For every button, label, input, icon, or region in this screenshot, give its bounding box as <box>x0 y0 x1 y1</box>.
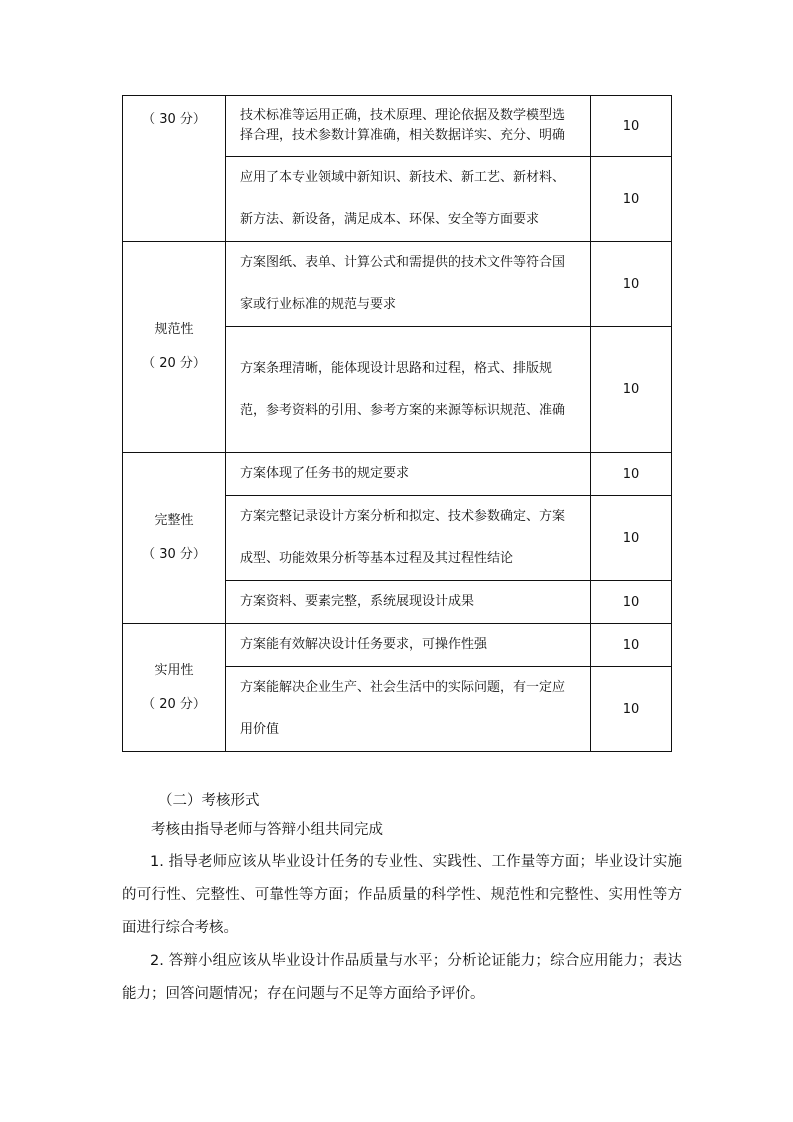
criterion-cell: 方案能解决企业生产、社会生活中的实际问题，有一定应用价值 <box>226 667 591 752</box>
table-row <box>123 624 672 667</box>
table-row <box>123 242 672 327</box>
criterion-cell: 应用了本专业领域中新知识、新技术、新工艺、新材料、新方法、新设备，满足成本、环保、安全等方面要求 <box>226 157 591 242</box>
category-cell <box>123 453 226 624</box>
category-points: （ 30 分） <box>142 112 206 127</box>
criterion-cell: 方案资料、要素完整，系统展现设计成果 <box>226 581 591 624</box>
score-cell: 10 <box>591 157 672 242</box>
category-points: （ 20 分） <box>142 696 206 712</box>
score-cell: 10 <box>591 453 672 496</box>
evaluation-table-body <box>123 96 672 752</box>
score-cell: 10 <box>591 624 672 667</box>
score-cell: 10 <box>591 667 672 752</box>
category-name: 实用性 <box>154 662 194 678</box>
table-row <box>123 96 672 157</box>
criterion-cell: 方案能有效解决设计任务要求，可操作性强 <box>226 624 591 667</box>
score-cell: 10 <box>591 327 672 453</box>
paragraph-advisor-assessment: 1. 指导老师应该从毕业设计任务的专业性、实践性、工作量等方面；毕业设计实施的可行性、完整性、可靠性等方面；作品质量的科学性、规范性和完整性、实用性等方面进行综合考核。 <box>122 854 682 936</box>
category-points: （ 30 分） <box>142 547 206 562</box>
criterion-cell: 方案条理清晰，能体现设计思路和过程，格式、排版规范，参考资料的引用、参考方案的来源等标识规范、准确 <box>226 327 591 453</box>
evaluation-table <box>122 95 672 752</box>
criterion-cell: 方案体现了任务书的规定要求 <box>226 453 591 496</box>
paragraph-defense-assessment: 2. 答辩小组应该从毕业设计作品质量与水平；分析论证能力；综合应用能力；表达能力；回答问题情况；存在问题与不足等方面给予评价。 <box>122 953 682 1002</box>
criterion-cell: 技术标准等运用正确，技术原理、理论依据及数学模型选择合理，技术参数计算准确，相关数据详实、充分、明确 <box>226 96 591 157</box>
score-cell: 10 <box>591 496 672 581</box>
section-intro: 考核由指导老师与答辩小组共同完成 <box>151 822 383 838</box>
category-cell <box>123 242 226 453</box>
score-cell: 10 <box>591 581 672 624</box>
category-points: （ 20 分） <box>142 356 206 371</box>
category-cell <box>123 96 226 242</box>
score-cell: 10 <box>591 96 672 157</box>
table-row <box>123 453 672 496</box>
category-cell <box>123 624 226 752</box>
category-name: 完整性 <box>154 513 194 528</box>
section-heading: （二）考核形式 <box>158 793 260 809</box>
score-cell: 10 <box>591 242 672 327</box>
criterion-cell: 方案图纸、表单、计算公式和需提供的技术文件等符合国家或行业标准的规范与要求 <box>226 242 591 327</box>
criterion-cell: 方案完整记录设计方案分析和拟定、技术参数确定、方案成型、功能效果分析等基本过程及其过程性结论 <box>226 496 591 581</box>
category-name: 规范性 <box>154 322 194 337</box>
